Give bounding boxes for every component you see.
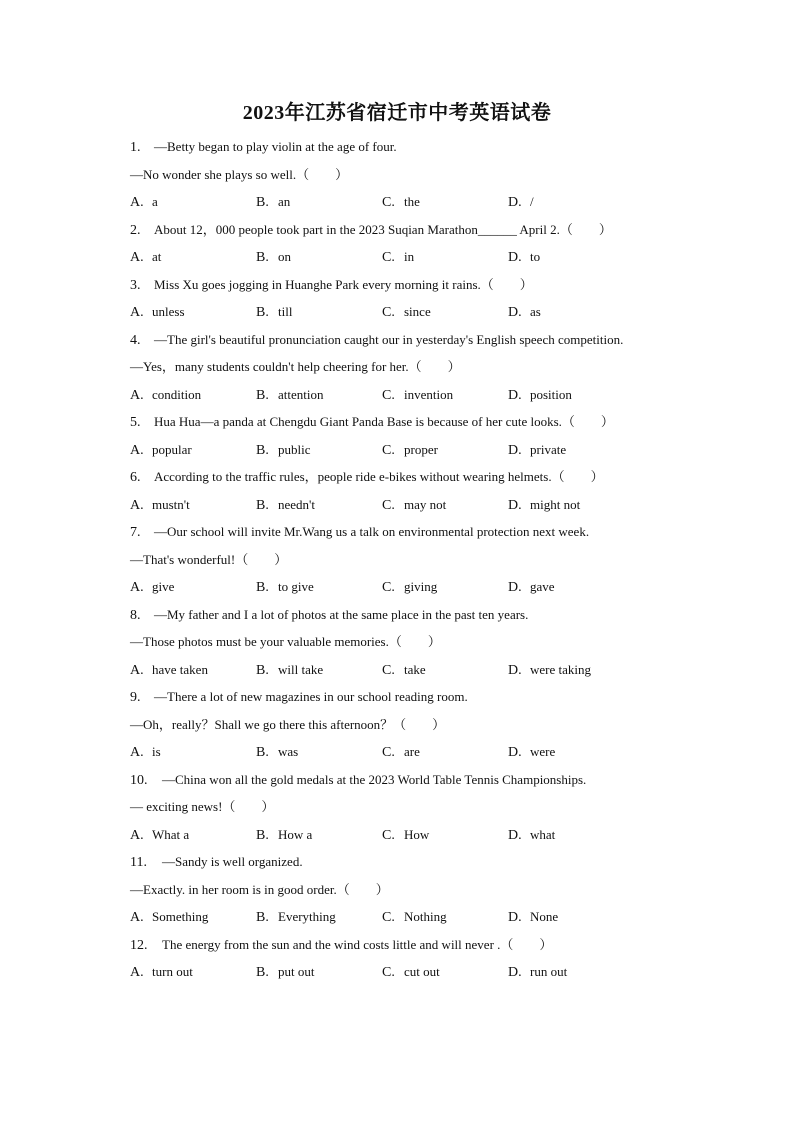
answer-option-b	[256, 744, 298, 761]
option-letter: D.	[508, 965, 522, 980]
question-text: —Those photos must be your valuable memories.（ ）	[130, 634, 441, 649]
question-stem	[130, 277, 533, 294]
answer-option-b	[256, 964, 314, 981]
option-text: was	[278, 744, 299, 759]
option-text: a	[152, 194, 158, 209]
option-letter: A.	[130, 910, 144, 925]
option-text: might not	[530, 496, 581, 512]
answer-option-c	[382, 249, 414, 266]
option-text: gave	[530, 579, 555, 594]
option-letter: D.	[508, 305, 522, 320]
option-text: How	[404, 826, 430, 842]
option-text: popular	[152, 441, 192, 457]
option-text: is	[152, 744, 161, 759]
option-letter: C.	[382, 965, 395, 980]
answer-option-a	[130, 194, 158, 211]
answer-option-b	[256, 304, 292, 321]
question-text: —My father and I a lot of photos at the same place in the past ten years.	[154, 606, 529, 622]
option-letter: B.	[256, 305, 269, 320]
option-letter: A.	[130, 250, 144, 265]
question-response	[130, 799, 274, 815]
option-text: condition	[152, 386, 202, 402]
question-text: —China won all the gold medals at the 2023 World Table Tennis Championships.	[162, 771, 587, 787]
answer-option-d	[508, 662, 591, 679]
page-title: 2023年江苏省宿迁市中考英语试卷	[242, 102, 552, 124]
answer-option-b	[256, 662, 323, 679]
answer-option-c	[382, 909, 447, 926]
question-number: 6.	[130, 470, 141, 485]
option-text: as	[530, 304, 541, 319]
option-letter: B.	[256, 910, 269, 925]
option-text: may not	[404, 496, 447, 512]
question-stem	[130, 469, 604, 486]
option-text: /	[530, 194, 534, 209]
option-letter: A.	[130, 387, 144, 403]
option-letter: B.	[256, 662, 269, 678]
option-letter: D.	[508, 442, 522, 458]
answer-option-d	[508, 744, 555, 761]
answer-option-c	[382, 497, 446, 514]
question-response	[130, 634, 441, 650]
option-text: cut out	[404, 964, 440, 979]
answer-option-c	[382, 579, 437, 596]
option-letter: B.	[256, 827, 269, 843]
question-stem	[130, 139, 397, 156]
option-letter: A.	[130, 827, 144, 843]
option-letter: C.	[382, 305, 395, 320]
answer-option-a	[130, 304, 185, 321]
option-text: needn't	[278, 496, 315, 512]
option-text: on	[278, 249, 291, 264]
answer-option-a	[130, 964, 193, 981]
answer-option-b	[256, 387, 324, 404]
answer-option-b	[256, 909, 336, 926]
option-letter: C.	[382, 250, 395, 265]
option-letter: C.	[382, 662, 395, 678]
question-response	[130, 882, 389, 898]
option-text: take	[404, 661, 426, 677]
answer-option-a	[130, 579, 174, 596]
option-text: since	[404, 304, 431, 319]
option-letter: D.	[508, 195, 522, 210]
option-letter: B.	[256, 497, 269, 513]
option-letter: D.	[508, 662, 522, 678]
answer-option-d	[508, 579, 555, 596]
question-response	[130, 552, 287, 568]
question-number: 5.	[130, 415, 141, 430]
option-letter: A.	[130, 745, 144, 760]
option-text: turn out	[152, 964, 193, 979]
option-letter: D.	[508, 250, 522, 265]
answer-option-b	[256, 249, 291, 266]
option-text: were taking	[530, 661, 592, 677]
option-letter: B.	[256, 387, 269, 403]
option-letter: B.	[256, 442, 269, 458]
answer-option-a	[130, 909, 208, 926]
option-text: to	[530, 249, 541, 264]
answer-option-d	[508, 249, 540, 266]
option-letter: C.	[382, 195, 395, 210]
question-number: 8.	[130, 607, 141, 623]
option-text: what	[530, 826, 556, 842]
question-stem	[130, 854, 303, 871]
option-text: private	[530, 441, 567, 457]
option-letter: C.	[382, 497, 395, 513]
option-text: the	[404, 194, 420, 209]
option-text: have taken	[152, 661, 208, 677]
answer-option-a	[130, 744, 161, 761]
option-text: invention	[404, 386, 454, 402]
answer-option-b	[256, 497, 315, 514]
question-text: —Exactly. in her room is in good order.（ ）	[130, 881, 389, 897]
answer-option-c	[382, 827, 429, 844]
answer-option-d	[508, 194, 534, 211]
question-text: —Betty began to play violin at the age of four.	[154, 139, 397, 154]
option-letter: D.	[508, 827, 522, 843]
option-text: Something	[152, 909, 209, 924]
option-text: were	[530, 744, 556, 759]
answer-option-c	[382, 744, 420, 761]
question-stem	[130, 524, 589, 541]
option-letter: C.	[382, 827, 395, 843]
question-text: —Yes，many students couldn't help cheering for her.（ ）	[130, 359, 461, 374]
answer-option-c	[382, 304, 431, 321]
option-letter: D.	[508, 910, 522, 925]
question-text: Miss Xu goes jogging in Huanghe Park every morning it rains.（ ）	[154, 276, 533, 292]
answer-option-c	[382, 964, 440, 981]
option-text: till	[278, 304, 293, 319]
question-response	[130, 167, 348, 183]
question-text: —There a lot of new magazines in our school reading room.	[154, 689, 468, 704]
question-stem	[130, 689, 468, 706]
answer-option-d	[508, 497, 580, 514]
question-number: 12.	[130, 937, 148, 953]
option-text: will take	[278, 661, 324, 677]
option-text: are	[404, 744, 420, 759]
question-response	[130, 359, 461, 375]
option-letter: B.	[256, 580, 269, 595]
answer-option-b	[256, 827, 312, 844]
question-text: —Oh，really？Shall we go there this afternoon？（ ）	[130, 716, 446, 732]
answer-option-d	[508, 387, 572, 404]
question-number: 4.	[130, 332, 141, 348]
question-stem	[130, 414, 614, 431]
question-number: 2.	[130, 222, 141, 238]
option-letter: B.	[256, 745, 269, 760]
answer-option-a	[130, 442, 192, 459]
option-text: giving	[404, 579, 438, 594]
option-letter: D.	[508, 387, 522, 403]
option-letter: C.	[382, 745, 395, 760]
option-letter: D.	[508, 580, 522, 595]
question-response	[130, 717, 445, 733]
answer-option-d	[508, 909, 558, 926]
option-text: Everything	[278, 909, 336, 924]
option-letter: A.	[130, 442, 144, 458]
answer-option-d	[508, 304, 541, 321]
option-text: run out	[530, 964, 568, 979]
option-letter: B.	[256, 965, 269, 980]
answer-option-a	[130, 387, 201, 404]
question-text: About 12，000 people took part in the 2023 Suqian Marathon______ April 2.（ ）	[154, 221, 612, 237]
question-number: 7.	[130, 525, 141, 540]
option-text: public	[278, 441, 311, 457]
answer-option-a	[130, 827, 189, 844]
question-text: Hua Hua—a panda at Chengdu Giant Panda Base is because of her cute looks.（ ）	[154, 414, 614, 429]
question-stem	[130, 332, 623, 349]
option-text: an	[278, 194, 291, 209]
question-text: —Our school will invite Mr.Wang us a talk on environmental protection next week.	[154, 524, 590, 539]
option-text: None	[530, 909, 559, 924]
answer-option-c	[382, 387, 453, 404]
question-text: —The girl's beautiful pronunciation caught our in yesterday's English speech competition.	[154, 331, 624, 347]
option-letter: C.	[382, 910, 395, 925]
answer-option-c	[382, 194, 420, 211]
option-text: position	[530, 386, 572, 402]
option-text: attention	[278, 386, 324, 402]
option-text: put out	[278, 964, 315, 979]
question-text: —Sandy is well organized.	[162, 854, 303, 869]
answer-option-b	[256, 579, 314, 596]
answer-option-a	[130, 662, 208, 679]
option-text: mustn't	[152, 496, 190, 512]
answer-option-d	[508, 964, 567, 981]
answer-option-b	[256, 194, 290, 211]
question-stem	[130, 772, 586, 789]
option-text: Nothing	[404, 909, 447, 924]
question-number: 9.	[130, 690, 141, 705]
option-text: give	[152, 579, 175, 594]
question-text: — exciting news!（ ）	[130, 799, 275, 814]
question-text: According to the traffic rules，people ride e-bikes without wearing helmets.（ ）	[154, 469, 604, 484]
answer-option-a	[130, 249, 161, 266]
option-letter: A.	[130, 580, 144, 595]
option-text: in	[404, 249, 415, 264]
question-number: 11.	[130, 855, 147, 870]
answer-option-d	[508, 827, 555, 844]
option-letter: A.	[130, 662, 144, 678]
answer-option-d	[508, 442, 566, 459]
question-number: 3.	[130, 277, 141, 293]
option-letter: A.	[130, 497, 144, 513]
question-text: —That's wonderful!（ ）	[130, 551, 288, 567]
option-letter: C.	[382, 580, 395, 595]
question-stem	[130, 937, 552, 954]
question-stem	[130, 222, 612, 239]
option-letter: D.	[508, 745, 522, 760]
option-text: at	[152, 249, 162, 264]
question-text: The energy from the sun and the wind costs little and will never .（ ）	[162, 936, 553, 952]
question-stem	[130, 607, 528, 624]
option-text: to give	[278, 579, 314, 594]
option-letter: A.	[130, 195, 144, 210]
option-letter: B.	[256, 250, 269, 265]
option-text: unless	[152, 304, 185, 319]
answer-option-a	[130, 497, 190, 514]
option-text: proper	[404, 441, 438, 457]
option-text: How a	[278, 826, 313, 842]
option-letter: A.	[130, 965, 144, 980]
option-letter: A.	[130, 305, 144, 320]
option-letter: D.	[508, 497, 522, 513]
answer-option-b	[256, 442, 311, 459]
question-text: —No wonder she plays so well.（ ）	[130, 166, 349, 182]
option-letter: C.	[382, 387, 395, 403]
question-number: 10.	[130, 772, 148, 788]
option-letter: C.	[382, 442, 395, 458]
question-number: 1.	[130, 140, 141, 155]
option-letter: B.	[256, 195, 269, 210]
option-text: What a	[152, 826, 190, 842]
answer-option-c	[382, 442, 438, 459]
answer-option-c	[382, 662, 426, 679]
